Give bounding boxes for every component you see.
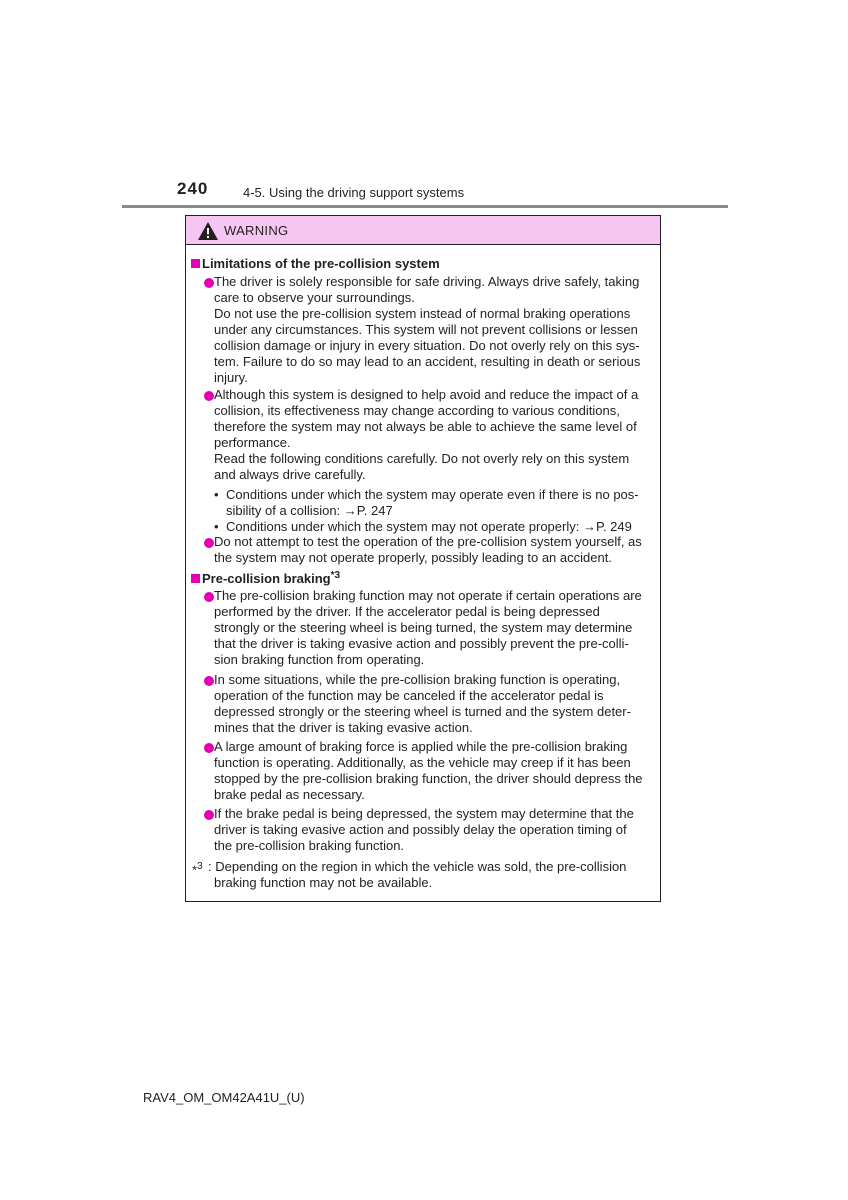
warning-paragraph	[214, 806, 657, 854]
text-line: the system may not operate properly, possibly leading to an accident.	[214, 550, 612, 565]
text-line: driver is taking evasive action and possibly delay the operation timing of	[214, 822, 627, 837]
text-line: depressed strongly or the steering wheel is turned and the system deter-	[214, 704, 631, 719]
text-line: Conditions under which the system may not operate properly: →P. 249	[226, 519, 632, 534]
text-line: brake pedal as necessary.	[214, 787, 365, 802]
text-line: braking function may not be available.	[214, 875, 433, 890]
text-line: strongly or the steering wheel is being turned, the system may determine	[214, 620, 633, 635]
header-rule	[122, 205, 728, 208]
text-line: If the brake pedal is being depressed, the system may determine that the	[214, 806, 634, 821]
bullet-dot	[204, 743, 214, 753]
text-line: Do not attempt to test the operation of the pre-collision system yourself, as	[214, 534, 642, 549]
warning-paragraph	[214, 534, 657, 566]
text-line: performed by the driver. If the accelerator pedal is being depressed	[214, 604, 600, 619]
section-marker	[191, 574, 200, 583]
text-line: sion braking function from operating.	[214, 652, 425, 667]
footnote-text	[208, 859, 656, 891]
warning-paragraph	[214, 739, 657, 803]
section-heading: Pre-collision braking$^{*3}$	[202, 570, 341, 586]
text-line: function is operating. Additionally, as the vehicle may creep if it has been	[214, 755, 631, 770]
warning-triangle-icon	[198, 222, 218, 240]
small-bullet: •	[214, 487, 219, 502]
text-line: operation of the function may be canceled if the accelerator pedal is	[214, 688, 604, 703]
text-line: care to observe your surroundings.	[214, 290, 415, 305]
warning-header	[186, 216, 660, 245]
bullet-dot	[204, 810, 214, 820]
bullet-dot	[204, 391, 214, 401]
small-bullet: •	[214, 519, 219, 534]
footer-document-code: RAV4_OM_OM42A41U_(U)	[143, 1090, 305, 1105]
text-line: Although this system is designed to help avoid and reduce the impact of a	[214, 387, 639, 402]
section-title: 4-5. Using the driving support systems	[243, 185, 465, 200]
text-line: therefore the system may not always be able to achieve the same level of	[214, 419, 637, 434]
text-line: Do not use the pre-collision system instead of normal braking operations	[214, 306, 631, 321]
sub-bullet-item	[226, 487, 657, 519]
text-line: collision, its effectiveness may change according to various conditions,	[214, 403, 620, 418]
section-marker	[191, 259, 200, 268]
text-line: Read the following conditions carefully. Do not overly rely on this system	[214, 451, 630, 466]
warning-label: WARNING	[224, 223, 289, 238]
sub-bullet-item	[226, 519, 657, 535]
text-line: In some situations, while the pre-collision braking function is operating,	[214, 672, 621, 687]
page-number: 240	[177, 179, 209, 198]
warning-paragraph	[214, 274, 657, 386]
bullet-dot	[204, 538, 214, 548]
text-line: and always drive carefully.	[214, 467, 366, 482]
footnote-mark: *$^3$	[192, 861, 203, 878]
text-line: mines that the driver is taking evasive action.	[214, 720, 473, 735]
text-line: The driver is solely responsible for safe driving. Always drive safely, taking	[214, 274, 640, 289]
text-line: the pre-collision braking function.	[214, 838, 405, 853]
text-line: stopped by the pre-collision braking function, the driver should depress the	[214, 771, 643, 786]
warning-box	[185, 215, 661, 902]
text-line: performance.	[214, 435, 291, 450]
bullet-dot	[204, 592, 214, 602]
text-line: collision damage or injury in every situation. Do not overly rely on this sys-	[214, 338, 640, 353]
text-line: injury.	[214, 370, 248, 385]
bullet-dot	[204, 676, 214, 686]
section-heading: Limitations of the pre-collision system	[202, 256, 440, 271]
warning-paragraph	[214, 672, 657, 736]
text-line: sibility of a collision: →P. 247	[226, 503, 393, 518]
text-line: Conditions under which the system may operate even if there is no pos-	[226, 487, 639, 502]
text-line: tem. Failure to do so may lead to an accident, resulting in death or serious	[214, 354, 641, 369]
text-line: The pre-collision braking function may not operate if certain operations are	[214, 588, 642, 603]
warning-paragraph	[214, 588, 657, 668]
text-line: : Depending on the region in which the vehicle was sold, the pre-collision	[208, 859, 627, 874]
text-line: that the driver is taking evasive action and possibly prevent the pre-colli-	[214, 636, 629, 651]
warning-paragraph	[214, 387, 657, 483]
text-line: under any circumstances. This system will not prevent collisions or lessen	[214, 322, 638, 337]
text-line: A large amount of braking force is applied while the pre-collision braking	[214, 739, 628, 754]
bullet-dot	[204, 278, 214, 288]
